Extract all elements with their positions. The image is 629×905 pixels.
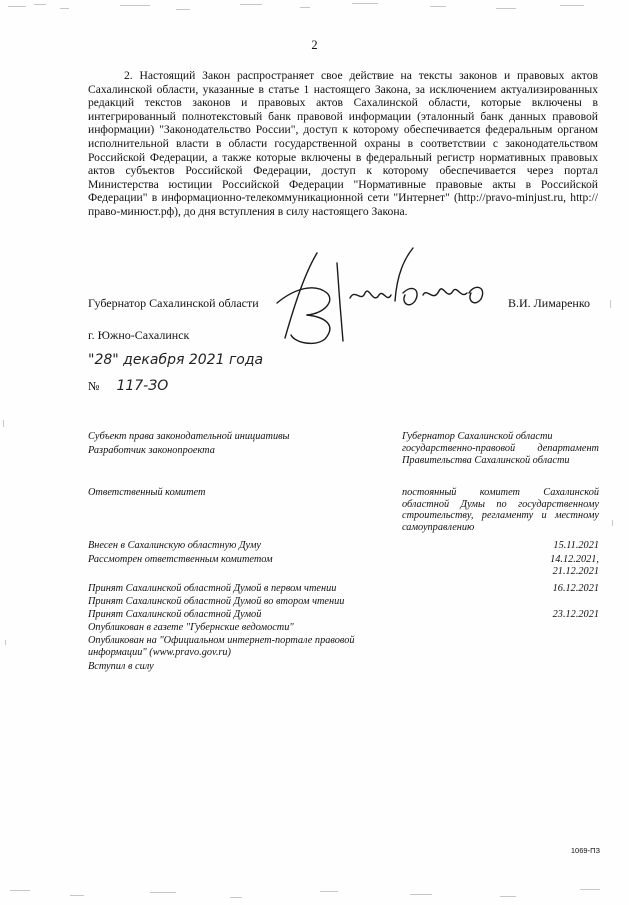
handwritten-signature <box>255 243 495 353</box>
footer-code: 1069-ПЗ <box>570 846 600 855</box>
signatory-name: В.И. Лимаренко <box>508 296 591 310</box>
law-number-prefix: № <box>88 379 100 393</box>
info-label-submitted: Внесен в Сахалинскую областную Думу <box>88 540 261 551</box>
law-number <box>88 378 168 394</box>
page-number: 2 <box>311 38 318 52</box>
info-label-subject: Субъект права законодательной инициативы <box>88 431 290 442</box>
body-paragraph: 2. Настоящий Закон распространяет свое действие на тексты законов и правовых актов Сахалинской области, указанные в статье 1 настоящего Закона, за исключением актуализированных редакций текстов законов и правовых актов Сахалинской области, которые включены в интегрированный полнотекстовый банк правовой информации (эталонный банк данных правовой информации) "Законодательство России", доступ к которому обеспечивается федеральным органом исполнительной власти в области государственной охраны в соответствии с законодательством Российской Федерации, а также которые включены в федеральный регистр нормативных правовых актов субъектов Российской Федерации, доступ к которому обеспечивается через портал Министерства юстиции Российской Федерации "Нормативные правовые акты в Российской Федерации" в информационно-телекоммуникационной сети "Интернет" (http://pravo-minjust.ru, http://право-минюст.рф), до дня вступления в силу настоящего Закона. <box>88 69 598 218</box>
info-label-committee: Ответственный комитет <box>88 487 206 498</box>
info-label-adopted: Принят Сахалинской областной Думой <box>88 609 262 620</box>
info-label-reviewed: Рассмотрен ответственным комитетом <box>88 554 273 565</box>
info-value-first-reading: 16.12.2021 <box>552 583 599 594</box>
info-value-committee: постоянный комитет Сахалинской областной Думы по государственному строительству, регламенту и местному самоуправлению <box>402 487 599 533</box>
info-label-entered-force: Вступил в силу <box>88 661 154 672</box>
info-value-submitted: 15.11.2021 <box>553 540 599 551</box>
info-value-developer: государственно-правовой департамент Правительства Сахалинской области <box>402 443 599 466</box>
law-number-handwritten: 117-ЗО <box>116 378 169 394</box>
signatory-position: Губернатор Сахалинской области <box>88 296 259 310</box>
info-value-adopted: 23.12.2021 <box>552 609 599 620</box>
info-label-published-portal: Опубликован на "Официальном интернет-портале правовой информации" (www.pravo.gov.ru) <box>88 635 355 658</box>
info-label-first-reading: Принят Сахалинской областной Думой в первом чтении <box>88 583 337 594</box>
info-label-second-reading: Принят Сахалинской областной Думой во втором чтении <box>88 596 345 607</box>
signing-date-handwritten: "28" декабря 2021 года <box>88 352 264 368</box>
signing-date <box>88 352 263 368</box>
signing-city: г. Южно-Сахалинск <box>88 328 190 342</box>
info-value-subject: Губернатор Сахалинской области <box>402 431 553 442</box>
info-label-developer: Разработчик законопроекта <box>88 445 215 456</box>
info-value-reviewed: 14.12.2021, 21.12.2021 <box>550 554 599 577</box>
info-label-published-newspaper: Опубликован в газете "Губернские ведомости" <box>88 622 294 633</box>
